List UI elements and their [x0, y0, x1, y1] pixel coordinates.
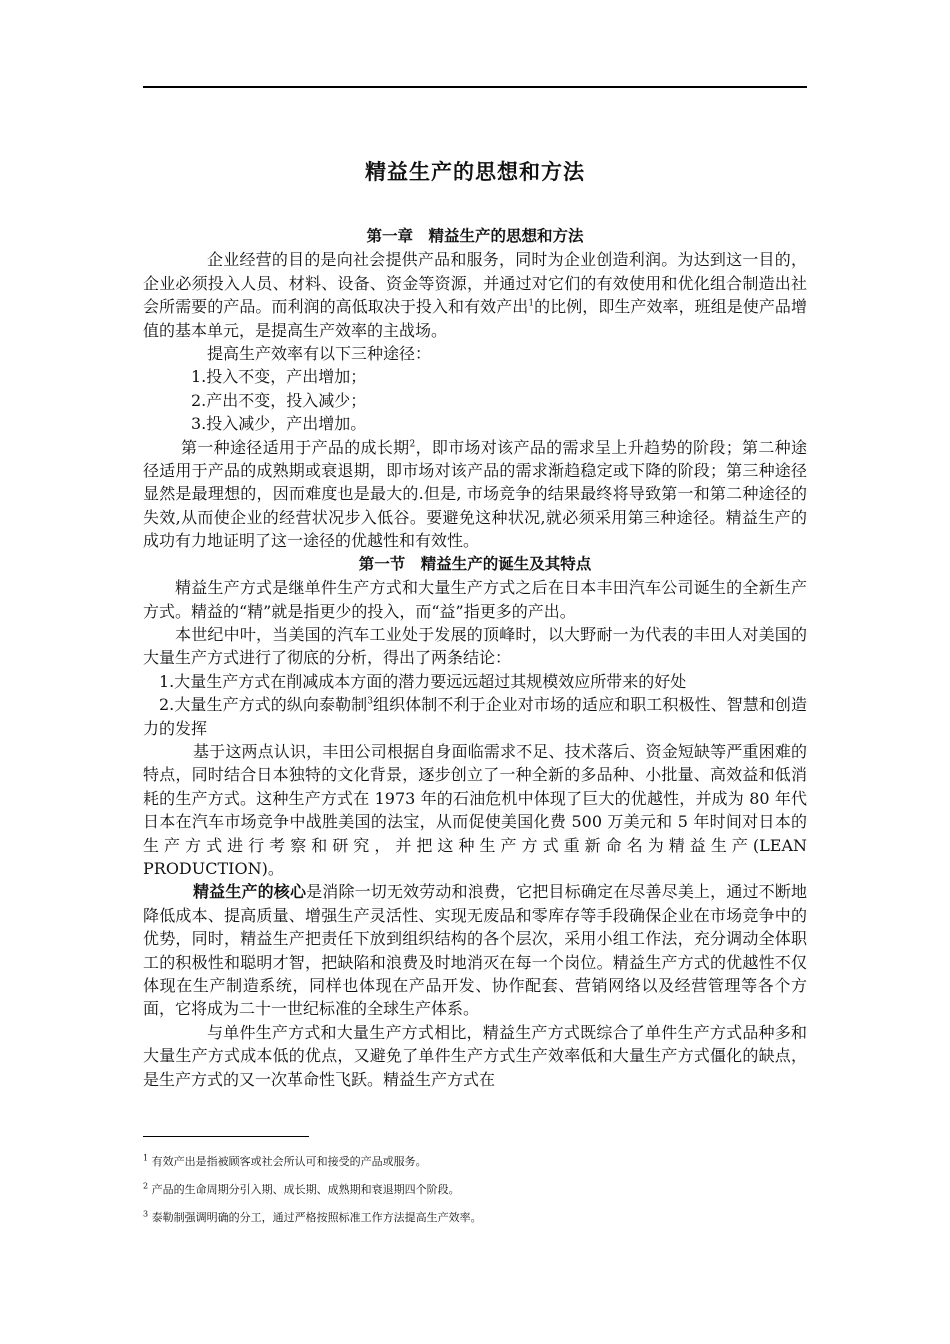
section-heading: 第一节 精益生产的诞生及其特点 — [358, 554, 592, 573]
header-rule — [143, 86, 807, 88]
paragraph-1: 企业经营的目的是向社会提供产品和服务，同时为企业创造利润。为达到这一目的，企业必须投入人员、材料、设备、资金等资源，并通过对它们的有效使用和优化组合制造出社会所需要的产品。而利润的高低取决于投入和有效产出$^1$的比例，即生产效率，班组是使产品增值的基本单元，是提高生产效率的主战场。 — [143, 250, 807, 340]
paragraph-7: 精益生产的核心是消除一切无效劳动和浪费，它把目标确定在尽善尽美上，通过不断地降低成本、提高质量、增强生产灵活性、实现无废品和零库存等手段确保企业在市场竞争中的优势，同时，精益生产把责任下放到组织结构的各个层次，采用小组工作法，充分调动全体职工的积极性和聪明才智，把缺陷和浪费及时地消灭在每一个岗位。精益生产方式的优越性不仅体现在生产制造系统，同样也体现在产品开发、协作配套、营销网络以及经营管理等各个方面，它将成为二十一世纪标准的全球生产体系。 — [143, 882, 807, 1019]
footnote-separator — [143, 1136, 309, 1137]
footnote-3: $^3$ 泰勒制强调明确的分工，通过严格按照标准工作方法提高生产效率。 — [143, 1209, 482, 1224]
paragraph-6: 基于这两点认识，丰田公司根据自身面临需求不足、技术落后、资金短缺等严重困难的特点，同时结合日本独特的文化背景，逐步创立了一种全新的多品种、小批量、高效益和低消耗的生产方式。这种生产方式在 1973 年的石油危机中体现了巨大的优越性，并成为 80 年代日本在汽车市场竞争中战胜美国的法宝，从而促使美国化费 500 万美元和 5 年时间对日本的生产方式进行考察和研究，并把这种生产方式重新命名为精益生产(LEAN PRODUCTION)。 — [143, 741, 807, 878]
list-item: 3.投入减少，产出增加。 — [191, 414, 367, 434]
paragraph-3: 第一种途径适用于产品的成长期$^2$，即市场对该产品的需求呈上升趋势的阶段；第二种途径适用于产品的成熟期或衰退期，即市场对该产品的需求渐趋稳定或下降的阶段；第三种途径显然是最理想的，因而难度也是最大的.但是, 市场竞争的结果最终将导致第一和第二种途径的失效,从而使企业的经营状况步入低谷。要避免这种状况,就必须采用第三种途径。精益生产的成功有力地证明了这一途径的优越性和有效性。 — [143, 437, 807, 551]
emphasis-text: 精益生产的核心 — [193, 882, 307, 902]
efficiency-methods-list — [143, 365, 807, 435]
footnote-2: $^2$ 产品的生命周期分引入期、成长期、成熟期和衰退期四个阶段。 — [143, 1181, 460, 1196]
footnotes — [143, 1155, 807, 1239]
footnote-ref-1[interactable]: 1 — [528, 298, 535, 309]
document-title: 精益生产的思想和方法 — [365, 160, 585, 184]
list-item: 2.产出不变，投入减少； — [191, 390, 367, 410]
footnote-ref-2[interactable]: 2 — [409, 439, 416, 450]
paragraph-5: 本世纪中叶，当美国的汽车工业处于发展的顶峰时，以大野耐一为代表的丰田人对美国的大量生产方式进行了彻底的分析，得出了两条结论： — [143, 624, 807, 668]
conclusion-2: 2.大量生产方式的纵向泰勒制$^3$组织体制不利于企业对市场的适应和职工积极性、智慧和创造力的发挥 — [143, 695, 807, 738]
conclusion-1: 1.大量生产方式在削减成本方面的潜力要远远超过其规模效应所带来的好处 — [159, 671, 687, 691]
paragraph-4: 精益生产方式是继单件生产方式和大量生产方式之后在日本丰田汽车公司诞生的全新生产方式。精益的“精”就是指更少的投入，而“益”指更多的产出。 — [143, 578, 807, 621]
footnote-1: $^1$ 有效产出是指被顾客或社会所认可和接受的产品或服务。 — [143, 1153, 427, 1168]
footnote-ref-3[interactable]: 3 — [367, 696, 373, 707]
document-body — [143, 225, 807, 1091]
chapter-heading: 第一章 精益生产的思想和方法 — [366, 227, 584, 245]
paragraph-8: 与单件生产方式和大量生产方式相比，精益生产方式既综合了单件生产方式品种多和大量生产方式成本低的优点，又避免了单件生产方式生产效率低和大量生产方式僵化的缺点，是生产方式的又一次革命性飞跃。精益生产方式在 — [143, 1022, 807, 1089]
list-item: 1.投入不变，产出增加； — [191, 367, 367, 387]
paragraph-2: 提高生产效率有以下三种途径： — [207, 344, 432, 364]
